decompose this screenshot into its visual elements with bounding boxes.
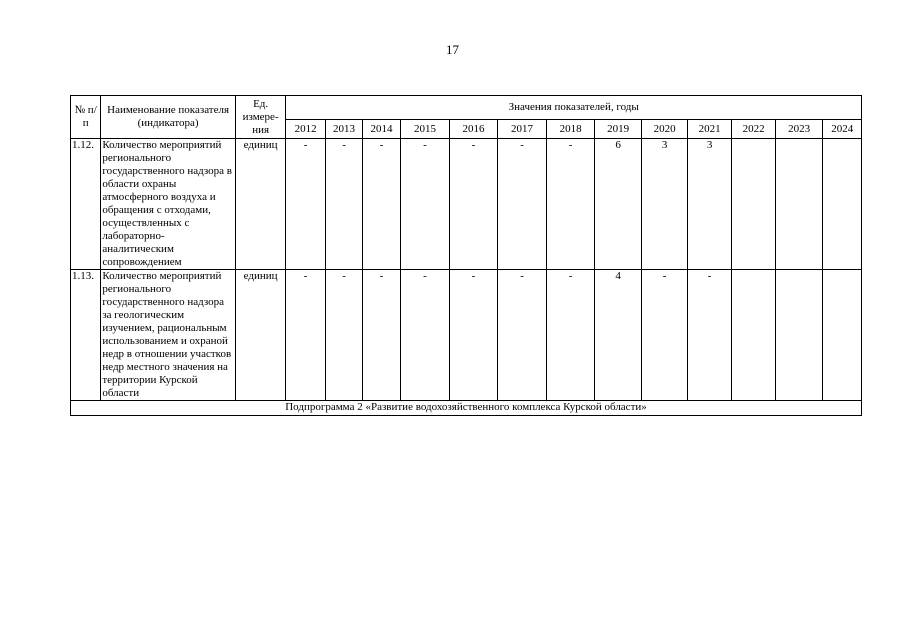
row-unit: единиц bbox=[235, 270, 286, 401]
year-2015: 2015 bbox=[400, 120, 450, 139]
year-2021: 2021 bbox=[687, 120, 732, 139]
value-cell: - bbox=[363, 270, 400, 401]
subprogram-title: Подпрограмма 2 «Развитие водохозяйственного комплекса Курской области» bbox=[71, 401, 862, 416]
value-cell bbox=[732, 139, 775, 270]
subprogram-row bbox=[71, 401, 862, 416]
year-2018: 2018 bbox=[547, 120, 595, 139]
table-row bbox=[71, 139, 862, 270]
value-cell: 4 bbox=[594, 270, 642, 401]
value-cell bbox=[775, 139, 823, 270]
value-cell: - bbox=[400, 270, 450, 401]
value-cell bbox=[775, 270, 823, 401]
value-cell bbox=[732, 270, 775, 401]
year-2017: 2017 bbox=[497, 120, 547, 139]
value-cell: - bbox=[687, 270, 732, 401]
value-cell: - bbox=[363, 139, 400, 270]
indicators-table bbox=[70, 95, 862, 416]
row-name: Количество мероприятий регионального государственного надзора за геологическим изучением, рациональным использованием и охраной недр в отношении участков недр местного значения на территории Курской области bbox=[101, 270, 236, 401]
value-cell: - bbox=[286, 139, 325, 270]
value-cell: 6 bbox=[594, 139, 642, 270]
table-row bbox=[71, 270, 862, 401]
value-cell: - bbox=[450, 139, 498, 270]
value-cell: - bbox=[547, 139, 595, 270]
value-cell: - bbox=[497, 270, 547, 401]
header-values: Значения показателей, годы bbox=[286, 96, 862, 120]
value-cell bbox=[823, 270, 862, 401]
year-2013: 2013 bbox=[325, 120, 362, 139]
value-cell: - bbox=[325, 139, 362, 270]
year-2019: 2019 bbox=[594, 120, 642, 139]
header-unit: Ед. измере-ния bbox=[235, 96, 286, 139]
value-cell: - bbox=[497, 139, 547, 270]
value-cell: - bbox=[450, 270, 498, 401]
row-num: 1.12. bbox=[71, 139, 101, 270]
year-2024: 2024 bbox=[823, 120, 862, 139]
value-cell bbox=[823, 139, 862, 270]
row-unit: единиц bbox=[235, 139, 286, 270]
row-name: Количество мероприятий регионального государственного надзора в области охраны атмосферного воздуха и обращения с отходами, осуществленных с лабораторно-аналитическим сопровождением bbox=[101, 139, 236, 270]
year-2012: 2012 bbox=[286, 120, 325, 139]
year-2023: 2023 bbox=[775, 120, 823, 139]
row-num: 1.13. bbox=[71, 270, 101, 401]
header-num: № п/п bbox=[71, 96, 101, 139]
year-2014: 2014 bbox=[363, 120, 400, 139]
value-cell: - bbox=[325, 270, 362, 401]
year-2016: 2016 bbox=[450, 120, 498, 139]
value-cell: 3 bbox=[642, 139, 688, 270]
value-cell: - bbox=[642, 270, 688, 401]
value-cell: - bbox=[400, 139, 450, 270]
value-cell: - bbox=[286, 270, 325, 401]
year-2022: 2022 bbox=[732, 120, 775, 139]
year-2020: 2020 bbox=[642, 120, 688, 139]
value-cell: - bbox=[547, 270, 595, 401]
header-name: Наименование показателя (индикатора) bbox=[101, 96, 236, 139]
page-number: 17 bbox=[446, 42, 459, 57]
value-cell: 3 bbox=[687, 139, 732, 270]
